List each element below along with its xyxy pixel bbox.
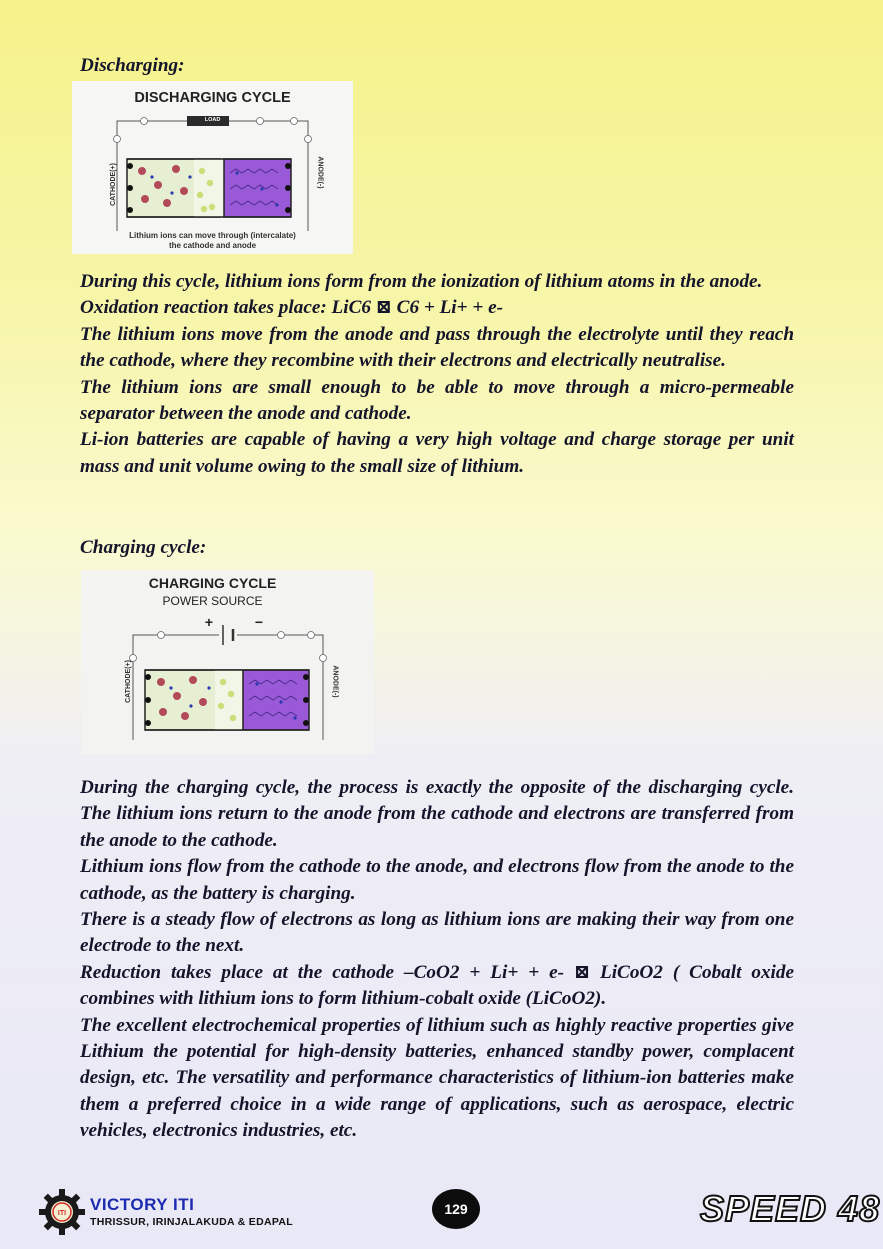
paragraph: The lithium ions move from the anode and pass through the electrolyte until they reach the cathode, where they recombine with their electrons and electrically neutralise. [80, 323, 794, 372]
anode-region [243, 670, 309, 730]
figure-title: DISCHARGING CYCLE [134, 90, 291, 106]
figure-caption-line1: Lithium ions can move through (intercalate) [129, 231, 296, 240]
charging-cycle-figure [81, 570, 374, 754]
anode-label: ANODE(-) [331, 665, 339, 698]
separator-region [194, 159, 224, 217]
paragraph: Lithium ions flow from the cathode to the anode, and electrons flow from the anode to the cathode, as the battery is charging. [80, 856, 794, 904]
brand-name: VICTORY ITI [90, 1195, 195, 1214]
paragraph: Li-ion batteries are capable of having a very high voltage and charge storage per unit mass and unit volume owing to the small size of lithium. [80, 429, 794, 477]
victory-iti-logo [38, 1188, 86, 1241]
plus-sign: + [204, 614, 214, 630]
svg-text:ITI: ITI [57, 1210, 67, 1217]
charging-text-block [80, 775, 794, 1145]
anode-label: ANODE(-) [316, 156, 324, 189]
brand-locations: THRISSUR, IRINJALAKUDA & EDAPAL [90, 1216, 293, 1228]
page-number: 129 [432, 1189, 480, 1229]
figure-caption-line2: the cathode and anode [168, 241, 257, 250]
paragraph: The lithium ions are small enough to be able to move through a micro-permeable separator between the anode and cathode. [80, 376, 794, 425]
heading-discharging: Discharging: [80, 55, 185, 76]
load-label: LOAD [204, 117, 221, 123]
paragraph: The excellent electrochemical properties of lithium such as highly reactive properties give Lithium the potential for high-density batteries, enhanced standby power, complacent design, etc. The versatility and performance characteristics of lithium-ion batteries make them a preferred choice in a wide range of applications, such as aerospace, electric vehicles, electronics industries, etc. [80, 1014, 794, 1142]
figure-title: CHARGING CYCLE [148, 575, 277, 591]
minus-sign: − [254, 614, 264, 630]
series-logo: SPEED 48 [700, 1188, 881, 1229]
paragraph: During this cycle, lithium ions form from the ionization of lithium atoms in the anode. [80, 271, 763, 292]
separator-region [215, 670, 243, 730]
heading-charging: Charging cycle: [80, 537, 207, 558]
cathode-label: CATHODE(+) [124, 660, 132, 703]
figure-subtitle: POWER SOURCE [162, 594, 263, 608]
discharging-cycle-figure [72, 81, 353, 254]
paragraph: Oxidation reaction takes place: LiC6 ⊠ C6 + Li+ + e- [80, 297, 503, 319]
paragraph: During the charging cycle, the process is exactly the opposite of the discharging cycle. The lithium ions return to the anode from the cathode and electrons are transferred from the anode to the cathode. [80, 777, 794, 851]
discharging-text-block [80, 269, 794, 480]
paragraph: Reduction takes place at the cathode –CoO2 + Li+ + e- ⊠ LiCoO2 ( Cobalt oxide combines with lithium ions to form lithium-cobalt oxide (LiCoO2). [80, 961, 794, 1010]
anode-region [224, 159, 291, 217]
cathode-label: CATHODE(+) [109, 163, 117, 206]
gear-logo-icon [38, 1188, 86, 1236]
paragraph: There is a steady flow of electrons as long as lithium ions are making their way from one electrode to the next. [80, 909, 794, 957]
